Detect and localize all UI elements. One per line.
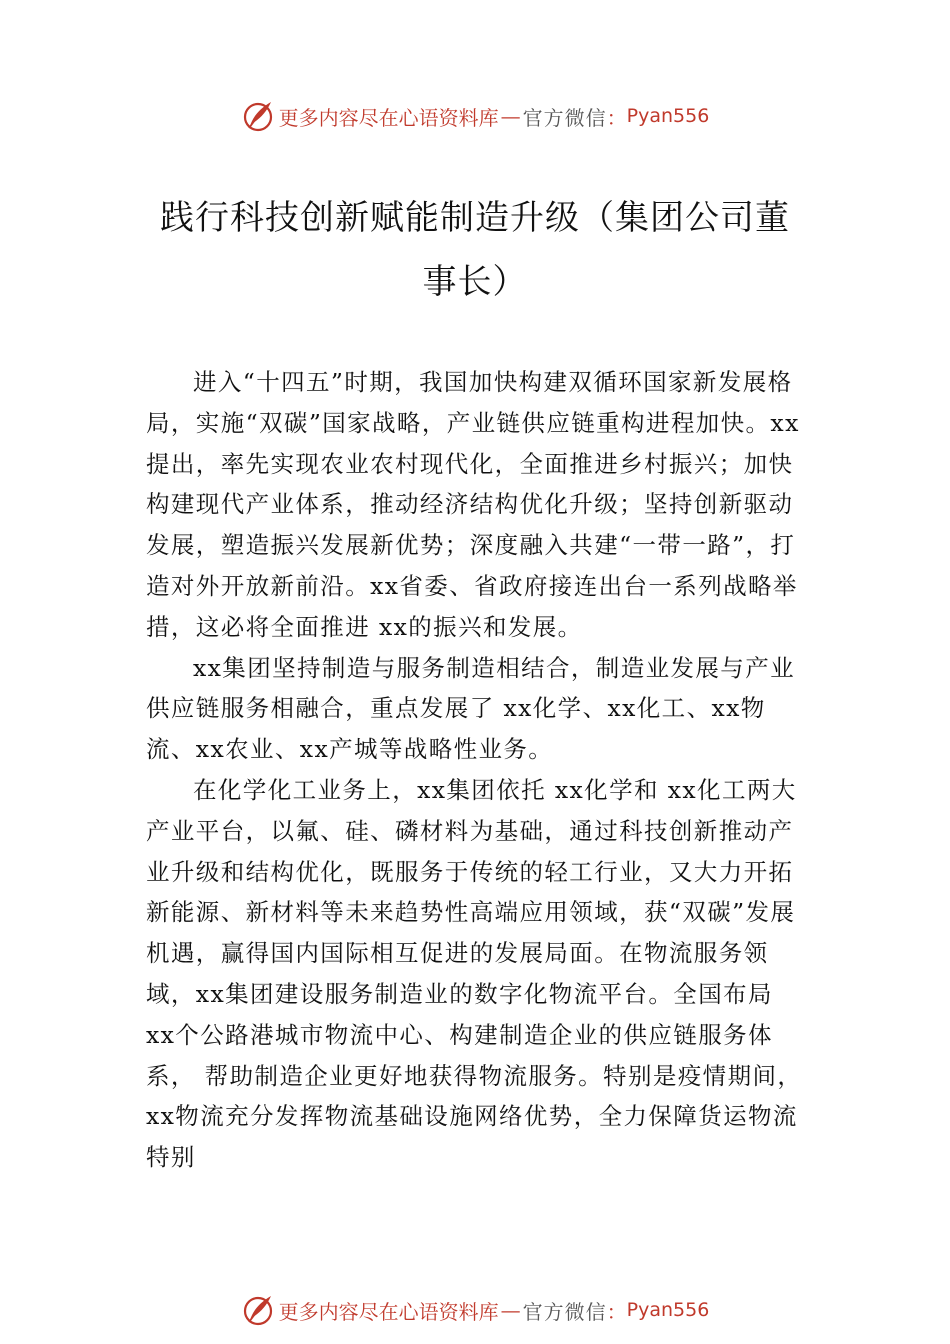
header-watermark [0, 96, 950, 136]
watermark-wechat-id: Pyan556 [626, 105, 710, 127]
document-title: 践行科技创新赋能制造升级（集团公司董事长） [160, 198, 790, 302]
watermark-wechat-label: 官方微信 [522, 1299, 607, 1324]
body-paragraph: 在化学化工业务上，xx集团依托 xx化学和 xx化工两大产业平台，以氟、硅、磷材料为基础，通过科技创新推动产业升级和结构优化，既服务于传统的轻工行业，又大力开拓新能源、新材料等未来趋势性高端应用领域，获“双碳”发展机遇，赢得国内国际相互促进的发展局面。在物流服务领域，xx集团建设服务制造业的数字化物流平台。全国布局 xx个公路港城市物流中心、构建制造企业的供应链服务体系， 帮助制造企业更好地获得物流服务。特别是疫情期间，xx物流充分发挥物流基础设施网络优势，全力保障货运物流特别 [146, 775, 803, 1172]
watermark-brand-text: 更多内容尽在心语资料库 [278, 105, 499, 130]
watermark-brand-text: 更多内容尽在心语资料库 [278, 1299, 499, 1324]
footer-watermark [0, 1290, 950, 1330]
watermark-dash: — [500, 104, 521, 128]
feather-pen-logo-icon [241, 99, 275, 133]
body-paragraph: 进入“十四五”时期，我国加快构建双循环国家新发展格局，实施“双碳”国家战略，产业链供应链重构进程加快。xx提出，率先实现农业农村现代化，全面推进乡村振兴；加快构建现代产业体系，推动经济结构优化升级；坚持创新驱动发展，塑造振兴发展新优势；深度融入共建“一带一路”，打造对外开放新前沿。xx省委、省政府接连出台一系列战略举措，这必将全面推进 xx的振兴和发展。 [146, 368, 800, 641]
watermark-colon: ： [606, 1299, 627, 1324]
body-paragraph: xx集团坚持制造与服务制造相结合，制造业发展与产业供应链服务相融合，重点发展了 xx化学、xx化工、xx物流、xx农业、xx产城等战略性业务。 [146, 653, 796, 764]
watermark-wechat-id: Pyan556 [626, 1299, 710, 1321]
watermark-colon: ： [606, 105, 627, 130]
document-body [146, 362, 808, 1178]
feather-pen-logo-icon [241, 1293, 275, 1327]
watermark-dash: — [500, 1298, 521, 1322]
watermark-wechat-label: 官方微信 [522, 105, 607, 130]
